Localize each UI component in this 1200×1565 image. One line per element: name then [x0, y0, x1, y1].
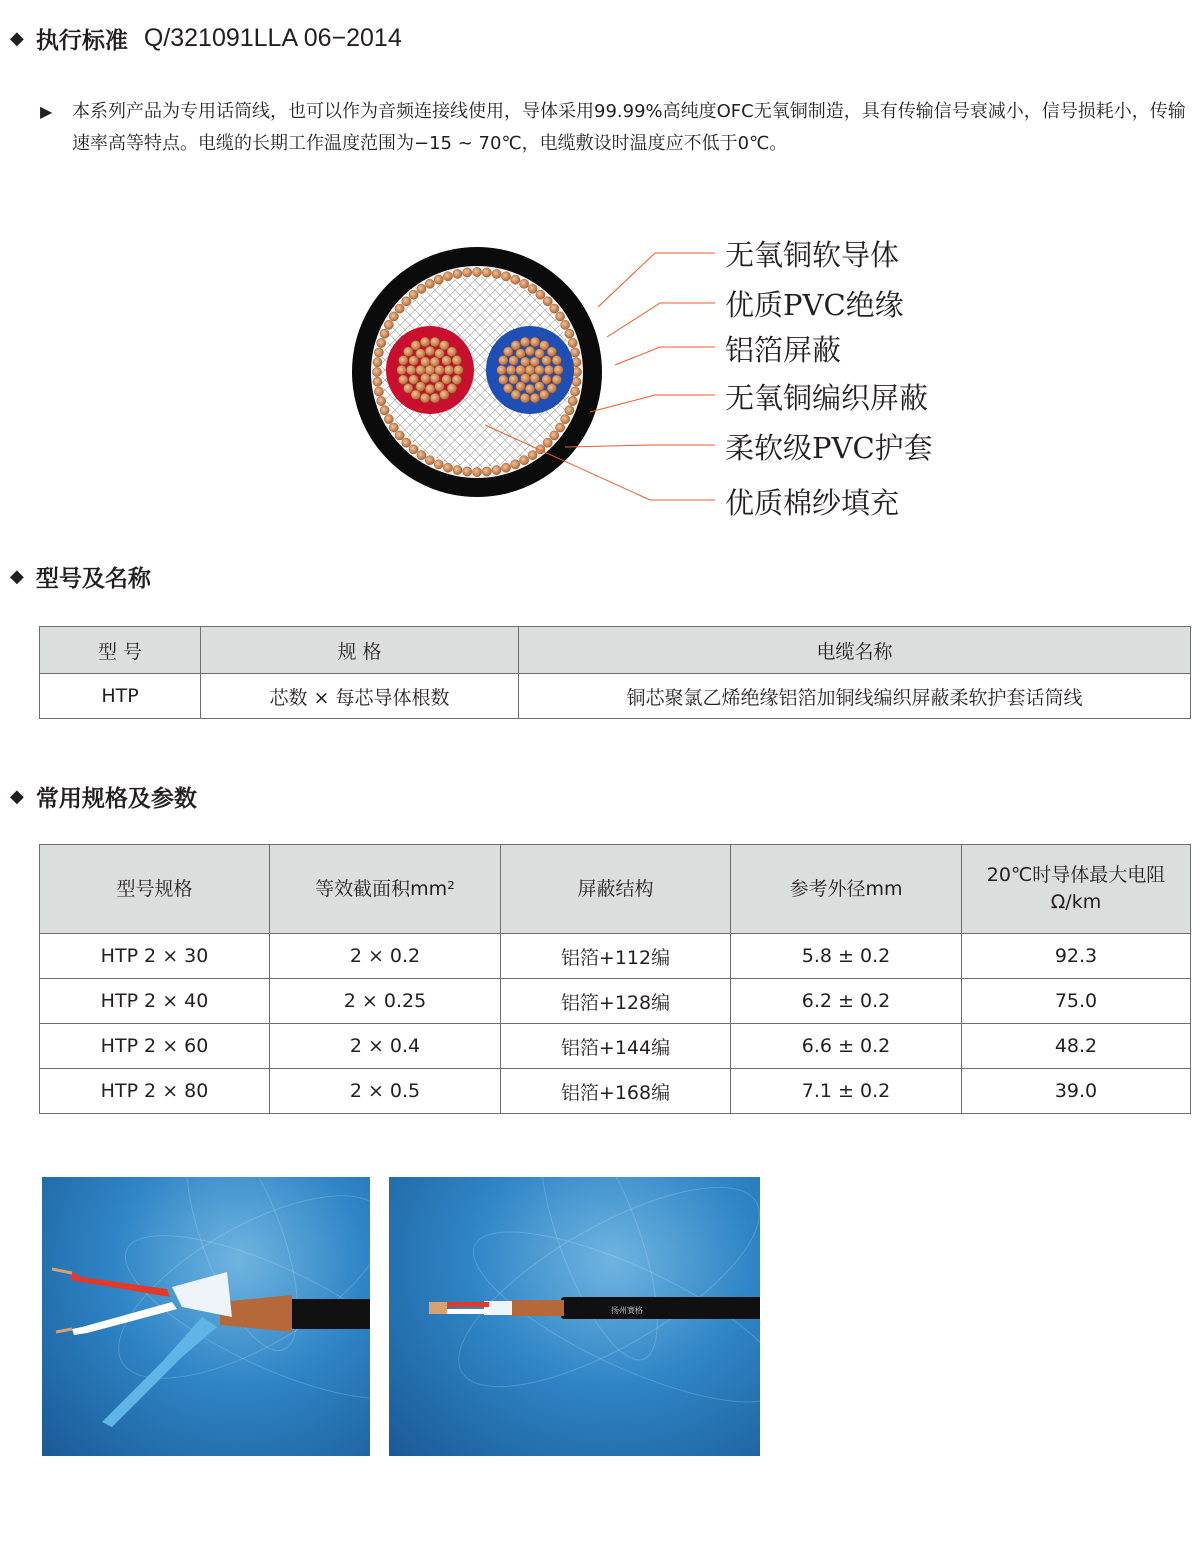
cell-shield: 铝箔+144编	[501, 1024, 731, 1069]
cable-photo-stripped-svg	[42, 1177, 370, 1456]
diamond-bullet-icon: ◆	[10, 566, 24, 587]
cell-outer-diameter: 6.2 ± 0.2	[731, 979, 962, 1024]
specs-table-header	[40, 845, 1191, 934]
cell-cross-section: 2 × 0.5	[270, 1069, 501, 1114]
specs-heading	[10, 780, 197, 813]
header-cross-section: 等效截面积mm²	[270, 845, 501, 934]
cell-cross-section: 2 × 0.4	[270, 1024, 501, 1069]
diamond-bullet-icon: ◆	[10, 786, 24, 807]
table-row	[40, 1024, 1191, 1069]
cell-cable-name: 铜芯聚氯乙烯绝缘铝箔加铜线编织屏蔽柔软护套话筒线	[519, 674, 1191, 719]
cable-photo-branded	[389, 1177, 760, 1456]
standard-title: 执行标准	[35, 28, 128, 54]
cell-outer-diameter: 5.8 ± 0.2	[731, 934, 962, 979]
cell-resistance: 39.0	[962, 1069, 1191, 1114]
model-table-header	[40, 627, 1191, 674]
cable-photo-branded-svg	[389, 1177, 760, 1456]
intro-paragraph	[40, 96, 1190, 160]
cell-outer-diameter: 6.6 ± 0.2	[731, 1024, 962, 1069]
header-model-spec: 型号规格	[40, 845, 270, 934]
header-resistance-line1: 20℃时导体最大电阻	[986, 864, 1166, 886]
label-jacket: 柔软级PVC护套	[725, 431, 933, 465]
header-resistance	[962, 845, 1191, 934]
header-spec: 规 格	[201, 627, 519, 674]
header-resistance-unit: Ω/km	[1050, 891, 1102, 913]
cell-shield: 铝箔+128编	[501, 979, 731, 1024]
cell-model: HTP	[40, 674, 201, 719]
specs-section-title: 常用规格及参数	[35, 786, 197, 812]
table-row	[40, 979, 1191, 1024]
brand-print: 扬州赛格	[611, 1306, 643, 1315]
cell-shield: 铝箔+168编	[501, 1069, 731, 1114]
label-conductor: 无氧铜软导体	[725, 238, 900, 272]
cell-model-spec: HTP 2 × 80	[40, 1069, 270, 1114]
cell-model-spec: HTP 2 × 60	[40, 1024, 270, 1069]
cell-resistance: 92.3	[962, 934, 1191, 979]
label-insulation: 优质PVC绝缘	[725, 288, 904, 322]
cable-cross-section-diagram	[340, 225, 980, 535]
cell-cross-section: 2 × 0.25	[270, 979, 501, 1024]
label-braid-shield: 无氧铜编织屏蔽	[725, 381, 929, 415]
cell-shield: 铝箔+112编	[501, 934, 731, 979]
model-section-title: 型号及名称	[35, 566, 151, 592]
intro-text: 本系列产品为专用话筒线，也可以作为音频连接线使用，导体采用99.99%高纯度OFC无氧铜制造，具有传输信号衰减小，信号损耗小，传输速率高等特点。电缆的长期工作温度范围为−15 ~ 70℃，电缆敷设时温度应不低于0℃。	[72, 101, 1186, 154]
header-shield: 屏蔽结构	[501, 845, 731, 934]
table-row	[40, 1069, 1191, 1114]
label-filler: 优质棉纱填充	[725, 486, 900, 520]
model-heading	[10, 560, 151, 593]
standard-code: Q/321091LLA 06−2014	[143, 24, 402, 52]
cell-cross-section: 2 × 0.2	[270, 934, 501, 979]
standard-heading	[10, 22, 402, 55]
cable-photo-stripped	[42, 1177, 370, 1456]
header-cable-name: 电缆名称	[519, 627, 1191, 674]
cell-resistance: 48.2	[962, 1024, 1191, 1069]
model-table	[39, 626, 1191, 719]
conductor-red-core	[397, 337, 464, 403]
conductor-blue-core	[497, 337, 564, 403]
label-foil-shield: 铝箔屏蔽	[725, 333, 842, 367]
diamond-bullet-icon: ◆	[10, 28, 24, 49]
specs-table	[39, 844, 1191, 1114]
cell-model-spec: HTP 2 × 30	[40, 934, 270, 979]
cell-model-spec: HTP 2 × 40	[40, 979, 270, 1024]
cell-resistance: 75.0	[962, 979, 1191, 1024]
header-outer-diameter: 参考外径mm	[731, 845, 962, 934]
table-row	[40, 934, 1191, 979]
table-row	[40, 674, 1191, 719]
header-model: 型 号	[40, 627, 201, 674]
cell-spec: 芯数 × 每芯导体根数	[201, 674, 519, 719]
triangle-bullet-icon: ▶	[40, 102, 53, 121]
cell-outer-diameter: 7.1 ± 0.2	[731, 1069, 962, 1114]
